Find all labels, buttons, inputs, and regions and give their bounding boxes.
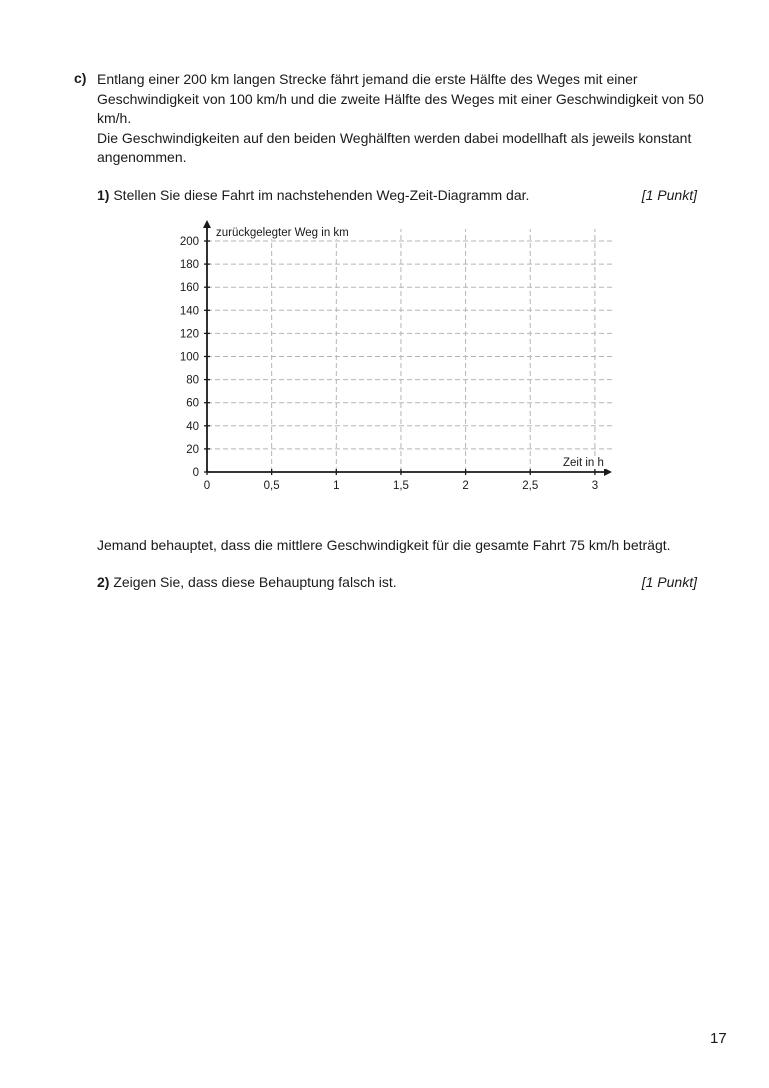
x-tick-label: 3 bbox=[591, 480, 599, 492]
claim-text: Jemand behauptet, dass die mittlere Geschwindigkeit für die gesamte Fahrt 75 km/h beträgt. bbox=[97, 537, 671, 553]
y-tick-label: 140 bbox=[179, 305, 199, 318]
subtask-2-number: 2) bbox=[97, 574, 110, 590]
x-tick-label: 0 bbox=[203, 480, 211, 492]
x-tick-label: 1 bbox=[333, 480, 340, 492]
y-tick-label: 120 bbox=[179, 328, 199, 341]
y-axis-arrowhead bbox=[203, 220, 211, 228]
subtask-2-points: [1 Punkt] bbox=[641, 574, 697, 590]
x-tick-label: 2,5 bbox=[522, 480, 539, 492]
page-number: 17 bbox=[710, 1030, 727, 1047]
subtask-2-text: Zeigen Sie, dass diese Behauptung falsch ist. bbox=[113, 574, 397, 590]
y-tick-label: 180 bbox=[179, 259, 199, 272]
x-tick-label: 0,5 bbox=[263, 480, 280, 492]
y-tick-label: 20 bbox=[186, 443, 199, 456]
y-tick-label: 160 bbox=[179, 282, 199, 295]
y-tick-label: 200 bbox=[179, 236, 199, 248]
x-tick-label: 2 bbox=[462, 480, 469, 492]
y-tick-label: 40 bbox=[186, 420, 199, 433]
x-axis-arrowhead bbox=[604, 468, 612, 476]
y-axis-label: zurückgelegter Weg in km bbox=[216, 227, 349, 239]
x-tick-label: 1,5 bbox=[392, 480, 409, 492]
subtask-1-points: [1 Punkt] bbox=[641, 187, 697, 203]
subtask-1-text: Stellen Sie diese Fahrt im nachstehenden Weg-Zeit-Diagramm dar. bbox=[113, 187, 530, 203]
intro-paragraph-1: Entlang einer 200 km langen Strecke fährt jemand die erste Hälfte des Weges mit einer Geschwindigkeit von 100 km/h und die zweite Hälfte des Weges mit einer Geschwindigkeit von 50 km/h. bbox=[97, 71, 704, 126]
task-letter: c) bbox=[74, 70, 87, 86]
y-tick-label: 80 bbox=[186, 374, 199, 387]
intro-paragraph-2: Die Geschwindigkeiten auf den beiden Weghälften werden dabei modellhaft als jeweils konstant angenommen. bbox=[97, 129, 692, 165]
y-tick-label: 100 bbox=[179, 351, 199, 364]
subtask-1-number: 1) bbox=[97, 187, 110, 203]
x-axis-label: Zeit in h bbox=[562, 457, 604, 469]
y-tick-label: 60 bbox=[186, 397, 199, 410]
subtask-2 bbox=[97, 573, 697, 592]
y-tick-label: 0 bbox=[192, 467, 199, 479]
